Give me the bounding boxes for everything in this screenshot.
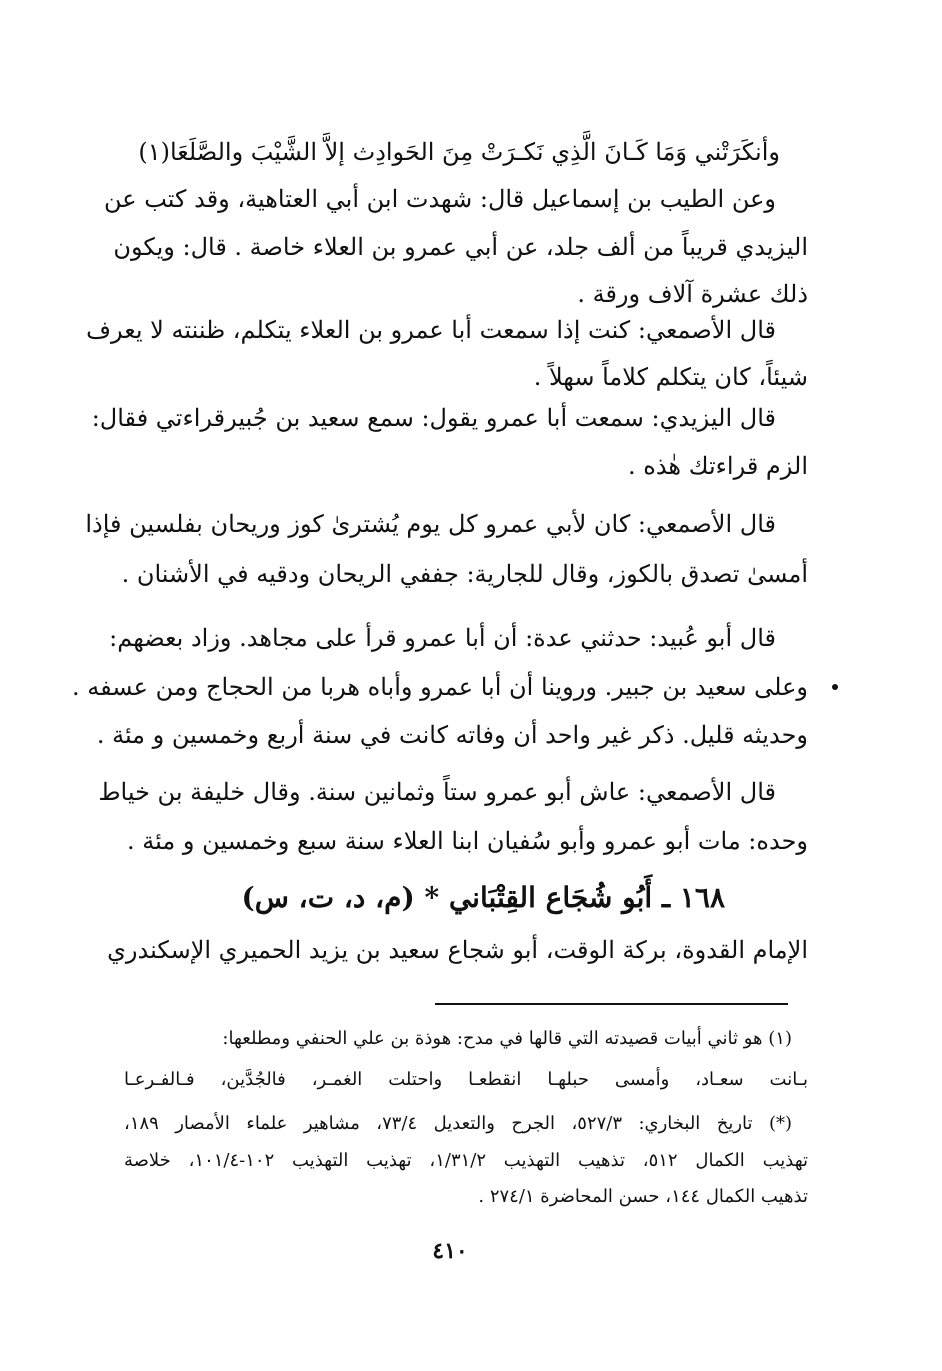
footnote-line: بـانت سعـاد، وأمسى حبلهـا انقطعـا واحتلت الغمـر، فالجُدَّين، فـالفـرعـا xyxy=(124,1069,808,1090)
paragraph-line: شيئاً، كان يتكلم كلاماً سهلاً . xyxy=(533,363,808,391)
paragraph-line: أمسىٰ تصدق بالكوز، وقال للجارية: جففي الريحان ودقيه في الأشنان . xyxy=(121,560,808,588)
paragraph-line: وعلى سعيد بن جبير. وروينا أن أبا عمرو وأباه هربا من الحجاج ومن عسفه . xyxy=(71,673,808,701)
biography-line: الإمام القدوة، بركة الوقت، أبو شجاع سعيد بن يزيد الحميري الإسكندري xyxy=(107,936,808,964)
poem-verse: وأنكَرَتْني وَمَا كَـانَ الَّذِي نَكـرَتْ مِنَ الحَوادِث إلاَّ الشَّيْبَ والصَّلَعَا(١) xyxy=(138,138,780,166)
paragraph-line: قال الأصمعي: كنت إذا سمعت أبا عمرو بن العلاء يتكلم، ظننته لا يعرف xyxy=(86,316,776,344)
footnote-line: (*) تاريخ البخاري: ٥٢٧/٣، الجرح والتعديل ٧٣/٤، مشاهير علماء الأمصار ١٨٩، xyxy=(124,1113,793,1134)
paragraph-line: قال الأصمعي: كان لأبي عمرو كل يوم يُشترىٰ كوز وريحان بفلسين فإذا xyxy=(85,510,776,538)
paragraph-line: قال اليزيدي: سمعت أبا عمرو يقول: سمع سعيد بن جُبيرقراءتي فقال: xyxy=(91,404,776,432)
paragraph-line: قال أبو عُبيد: حدثني عدة: أن أبا عمرو قرأ على مجاهد. وزاد بعضهم: xyxy=(109,624,776,652)
paragraph-line: وحده: مات أبو عمرو وأبو سُفيان ابنا العلاء سنة سبع وخمسين و مئة . xyxy=(127,827,808,855)
paragraph-line: اليزيدي قريباً من ألف جلد، عن أبي عمرو بن العلاء خاصة . قال: ويكون xyxy=(113,233,808,261)
paragraph-line: قال الأصمعي: عاش أبو عمرو ستاً وثمانين سنة. وقال خليفة بن خياط xyxy=(98,778,776,806)
paragraph-line: ذلك عشرة آلاف ورقة . xyxy=(577,280,808,308)
footnote-line: (١) هو ثاني أبيات قصيدته التي قالها في مدح: هوذة بن علي الحنفي ومطلعها: xyxy=(222,1028,792,1049)
stray-dot xyxy=(832,684,838,690)
entry-heading: ١٦٨ ـ أَبُو شُجَاع القِتْبَاني * (م، د، ت، س) xyxy=(241,881,725,914)
footnote-line: تهذيب الكمال ٥١٢، تذهيب التهذيب ١/٣١/٢، تهذيب التهذيب ١٠٢-١٠١/٤، خلاصة xyxy=(124,1150,809,1171)
page-number: ٤١٠ xyxy=(432,1238,468,1264)
footnote-divider xyxy=(435,1003,788,1005)
paragraph-line: وحديثه قليل. ذكر غير واحد أن وفاته كانت في سنة أربع وخمسين و مئة . xyxy=(96,721,808,749)
footnote-line: تذهيب الكمال ١٤٤، حسن المحاضرة ٢٧٤/١ . xyxy=(478,1186,808,1207)
paragraph-line: وعن الطيب بن إسماعيل قال: شهدت ابن أبي العتاهية، وقد كتب عن xyxy=(104,185,776,213)
paragraph-line: الزم قراءتك هٰذه . xyxy=(628,452,808,480)
